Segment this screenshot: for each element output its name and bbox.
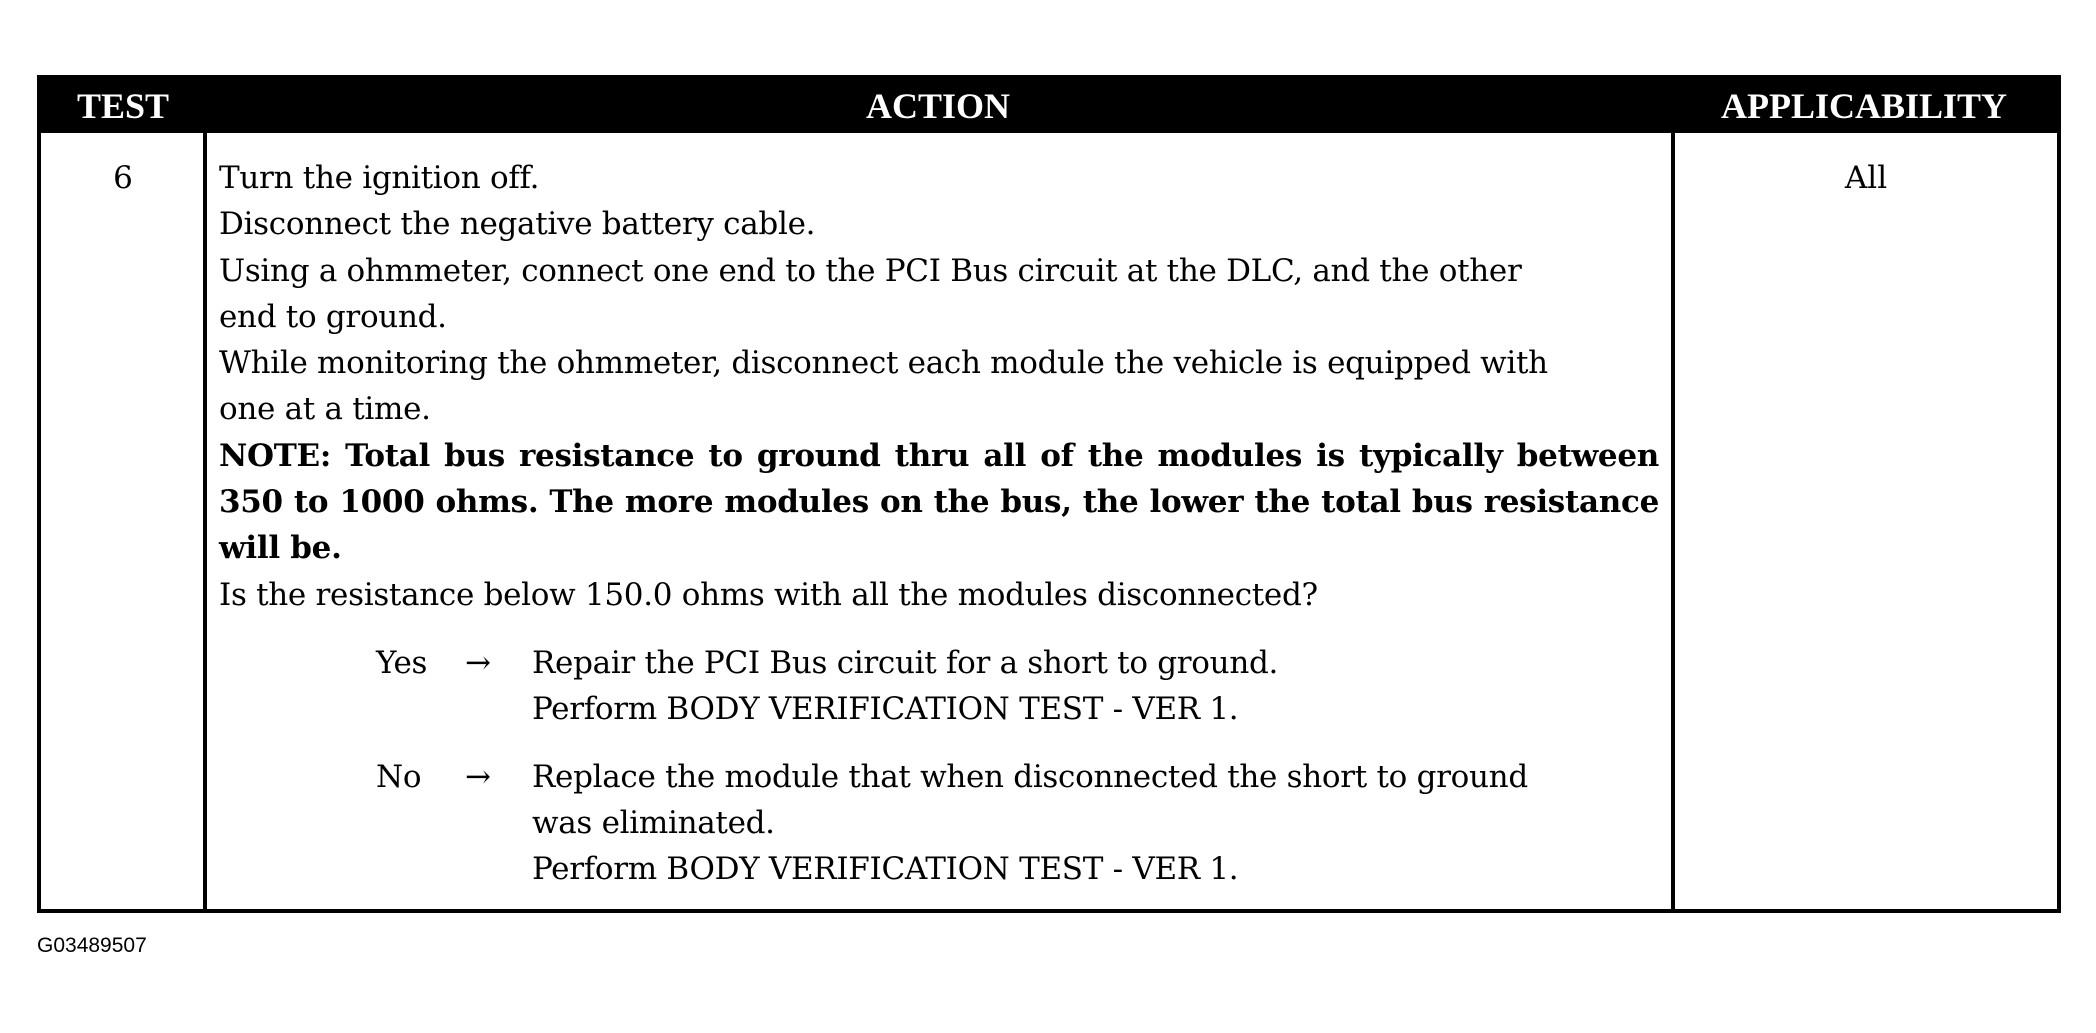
outcome-no: [219, 754, 1659, 892]
diagnostic-test-table: [37, 75, 2061, 913]
action-cell: [219, 155, 1659, 892]
outcome-label: No: [376, 758, 422, 795]
column-divider: [203, 133, 207, 909]
arrow-right-icon: →: [465, 644, 491, 681]
outcome-text: [532, 754, 1659, 892]
test-number: 6: [113, 160, 133, 196]
outcome-line: Perform BODY VERIFICATION TEST - VER 1.: [532, 690, 1239, 727]
action-line: Disconnect the negative battery cable.: [219, 206, 816, 243]
action-line: Turn the ignition off.: [219, 160, 540, 196]
outcome-line: Perform BODY VERIFICATION TEST - VER 1.: [532, 850, 1239, 887]
table-header-row: [41, 79, 2057, 133]
applicability-value: All: [1844, 160, 1888, 196]
header-action: ACTION: [865, 86, 1011, 126]
outcome-line: Repair the PCI Bus circuit for a short to ground.: [532, 644, 1279, 681]
action-line: end to ground.: [219, 298, 447, 335]
outcome-line: Replace the module that when disconnected the short to ground: [532, 758, 1528, 795]
column-divider: [1671, 133, 1675, 909]
outcome-text: [532, 640, 1659, 732]
figure-id: G03489507: [37, 934, 147, 957]
action-line: one at a time.: [219, 391, 431, 428]
header-test: TEST: [76, 86, 170, 126]
action-line: Using a ohmmeter, connect one end to the PCI Bus circuit at the DLC, and the other: [219, 252, 1522, 289]
question-text: Is the resistance below 150.0 ohms with all the modules disconnected?: [219, 576, 1318, 613]
outcome-label: Yes: [376, 644, 428, 681]
outcome-line: was eliminated.: [532, 804, 775, 841]
action-line: While monitoring the ohmmeter, disconnect each module the vehicle is equipped with: [219, 345, 1548, 382]
note-text: NOTE: Total bus resistance to ground thru all of the modules is typically between 350 to 1000 ohms. The more modules on the bus, the lower the total bus resistance will be.: [219, 437, 1659, 567]
header-applicability: APPLICABILITY: [1720, 86, 2008, 126]
outcome-yes: [219, 640, 1659, 732]
arrow-right-icon: →: [465, 758, 491, 795]
